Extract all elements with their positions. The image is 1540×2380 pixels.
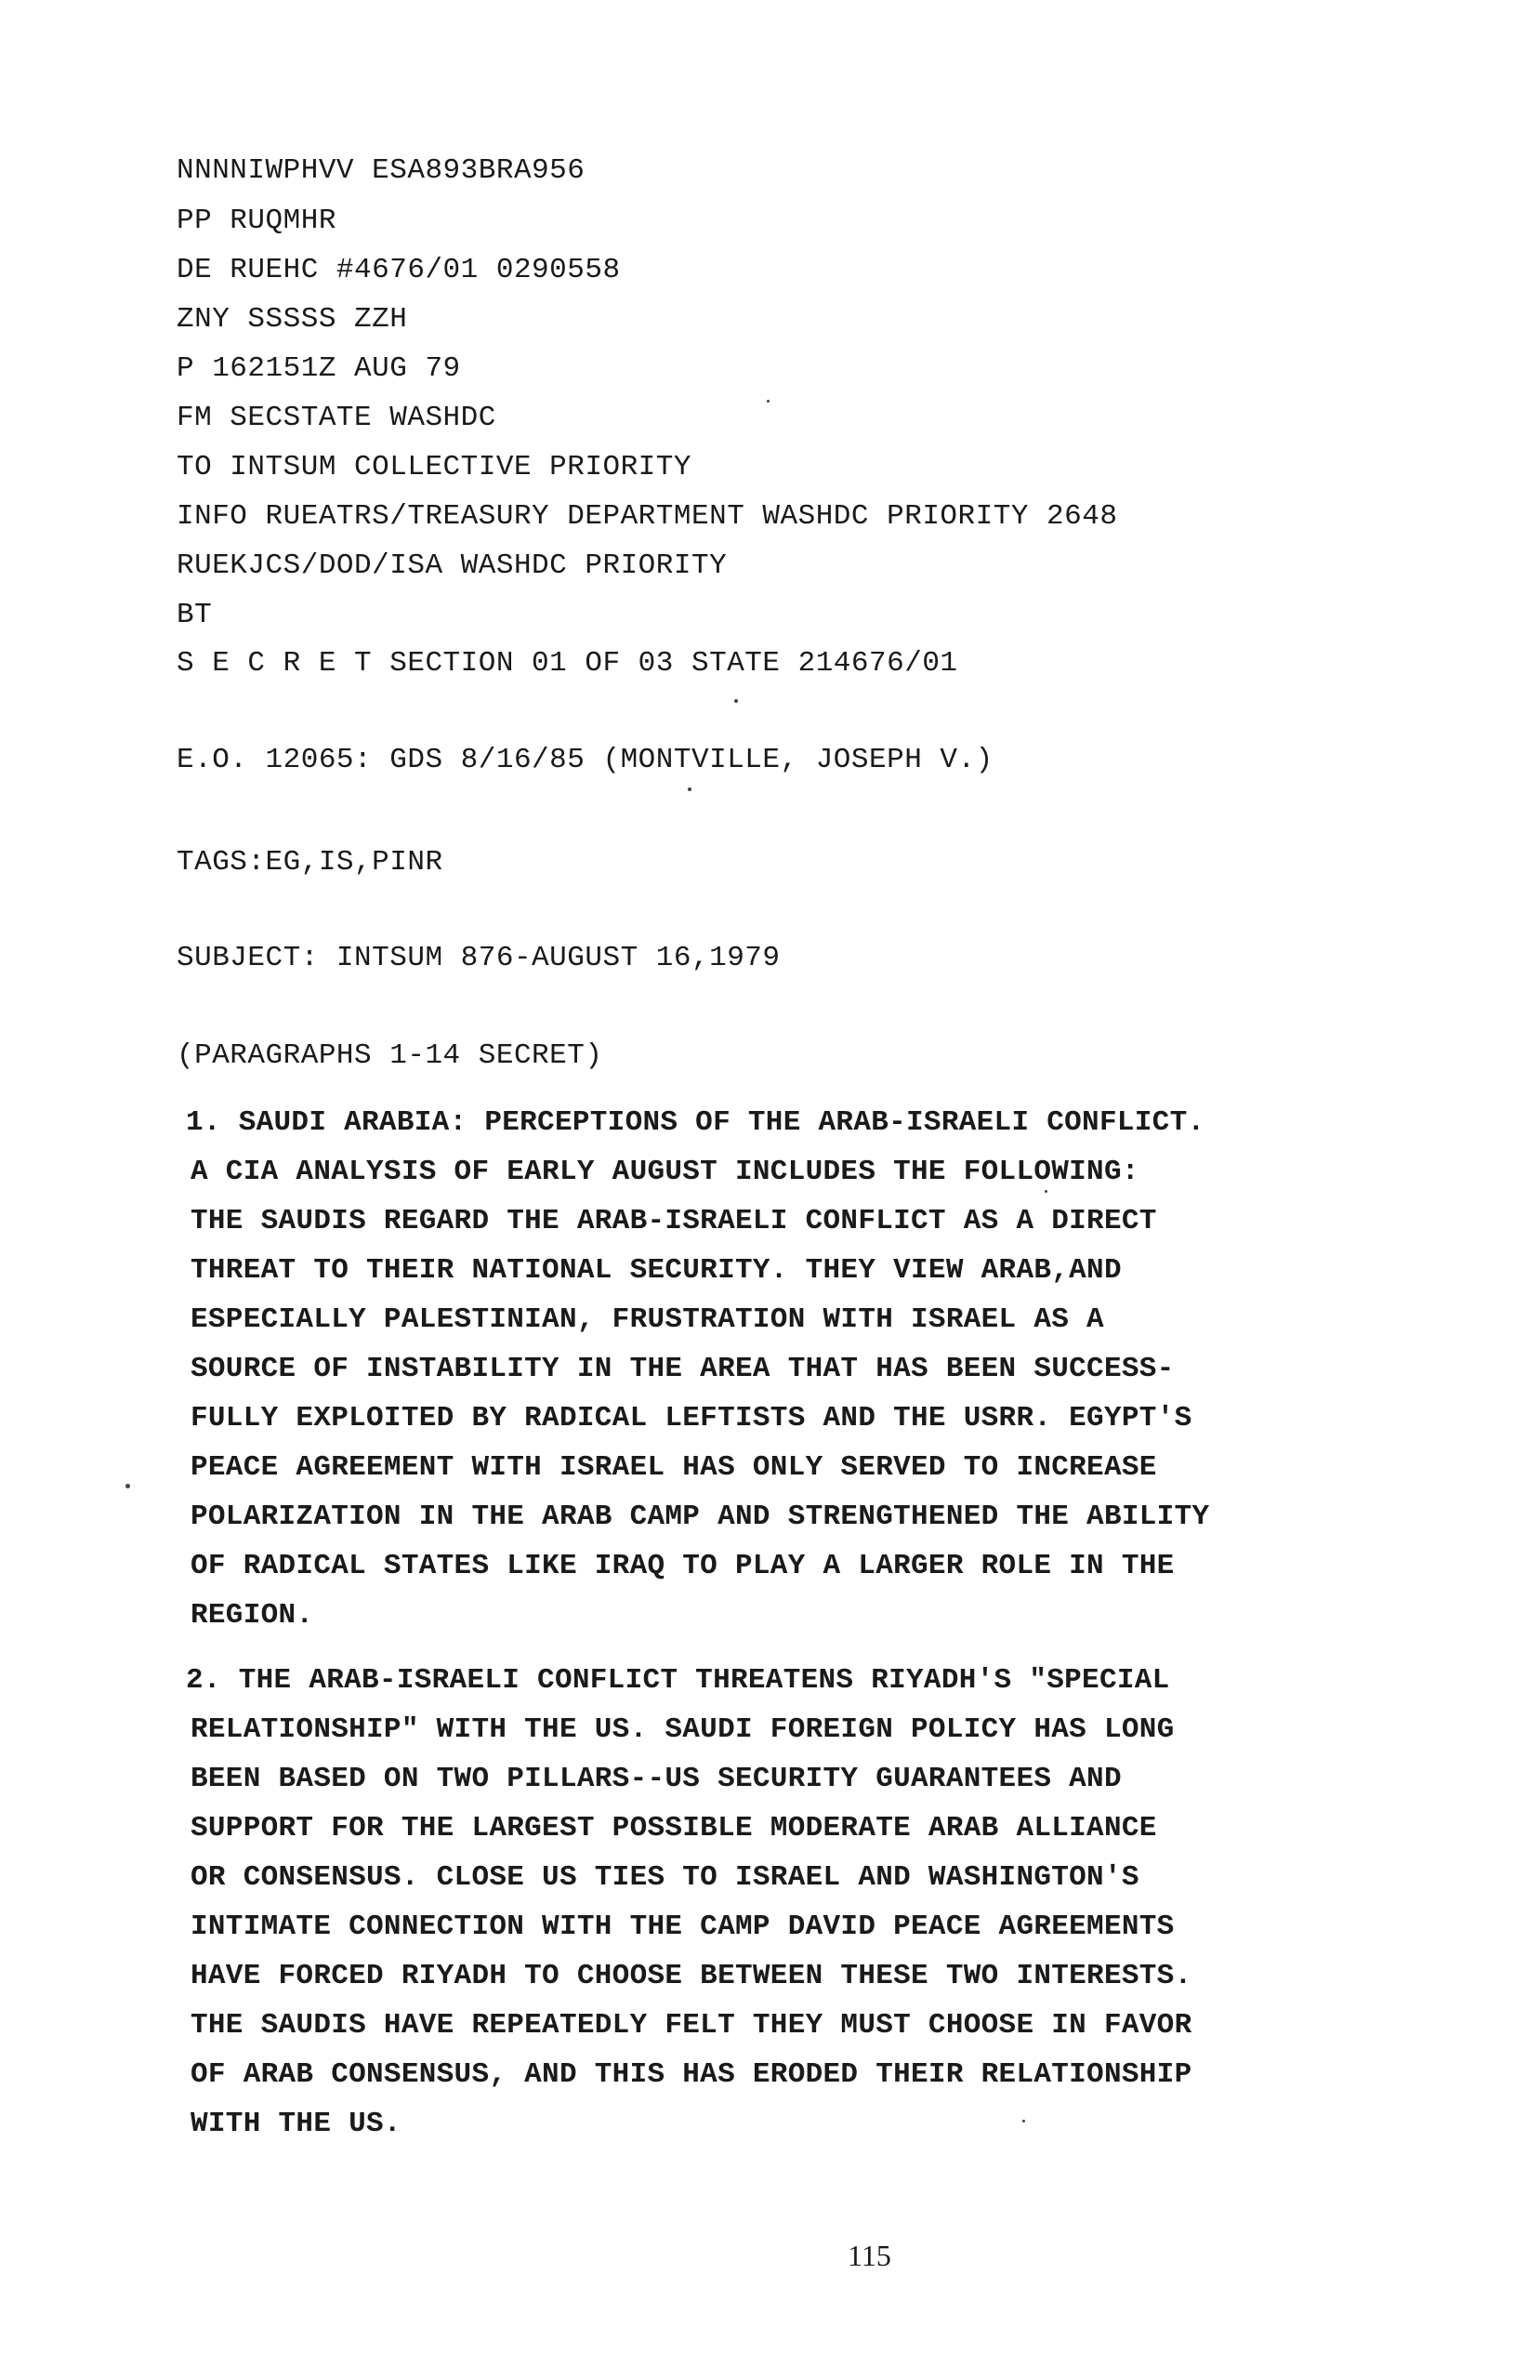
paragraph-1-line: 1. SAUDI ARABIA: PERCEPTIONS OF THE ARAB-ISRAELI CONFLICT.: [186, 1106, 1205, 1139]
header-line-section: S E C R E T SECTION 01 OF 03 STATE 214676/01: [177, 647, 958, 680]
classification-line: (PARAGRAPHS 1-14 SECRET): [177, 1039, 603, 1072]
header-line-routing: NNNNIWPHVV ESA893BRA956: [177, 154, 586, 187]
paragraph-1-line: OF RADICAL STATES LIKE IRAQ TO PLAY A LARGER ROLE IN THE: [191, 1550, 1175, 1582]
paragraph-2-line: HAVE FORCED RIYADH TO CHOOSE BETWEEN THESE TWO INTERESTS.: [191, 1960, 1192, 1992]
paragraph-2-line: SUPPORT FOR THE LARGEST POSSIBLE MODERATE ARAB ALLIANCE: [191, 1812, 1157, 1844]
paragraph-2-line: THE SAUDIS HAVE REPEATEDLY FELT THEY MUST CHOOSE IN FAVOR: [191, 2009, 1192, 2042]
paragraph-2-line: INTIMATE CONNECTION WITH THE CAMP DAVID PEACE AGREEMENTS: [191, 1911, 1175, 1943]
scan-speck: [767, 400, 770, 403]
header-line-classification-code: ZNY SSSSS ZZH: [177, 303, 408, 336]
paragraph-1-line: THREAT TO THEIR NATIONAL SECURITY. THEY VIEW ARAB,AND: [191, 1254, 1122, 1287]
paragraph-1-line: A CIA ANALYSIS OF EARLY AUGUST INCLUDES THE FOLLOWING:: [191, 1156, 1139, 1188]
paragraph-2-line: OF ARAB CONSENSUS, AND THIS HAS ERODED THEIR RELATIONSHIP: [191, 2058, 1192, 2091]
scan-speck: [1022, 2120, 1025, 2122]
tags-line: TAGS:EG,IS,PINR: [177, 846, 443, 879]
paragraph-2-line: BEEN BASED ON TWO PILLARS--US SECURITY GUARANTEES AND: [191, 1763, 1122, 1795]
scan-speck: [688, 787, 691, 791]
header-line-datetime: P 162151Z AUG 79: [177, 352, 461, 385]
header-line-from: FM SECSTATE WASHDC: [177, 402, 496, 434]
paragraph-2-line: OR CONSENSUS. CLOSE US TIES TO ISRAEL AND WASHINGTON'S: [191, 1861, 1139, 1894]
scan-speck: [734, 699, 738, 703]
subject-line: SUBJECT: INTSUM 876-AUGUST 16,1979: [177, 942, 781, 974]
header-line-originator: DE RUEHC #4676/01 0290558: [177, 254, 621, 286]
paragraph-1-line: PEACE AGREEMENT WITH ISRAEL HAS ONLY SERVED TO INCREASE: [191, 1451, 1157, 1484]
header-line-to: TO INTSUM COLLECTIVE PRIORITY: [177, 451, 691, 483]
header-line-info: INFO RUEATRS/TREASURY DEPARTMENT WASHDC PRIORITY 2648: [177, 500, 1118, 533]
paragraph-2-line: RELATIONSHIP" WITH THE US. SAUDI FOREIGN POLICY HAS LONG: [191, 1713, 1175, 1746]
paragraph-2-line: WITH THE US.: [191, 2108, 401, 2140]
paragraph-1-line: POLARIZATION IN THE ARAB CAMP AND STRENGTHENED THE ABILITY: [191, 1501, 1210, 1533]
paragraph-1-line: SOURCE OF INSTABILITY IN THE AREA THAT HAS BEEN SUCCESS-: [191, 1353, 1175, 1385]
scan-speck: [1045, 1190, 1047, 1193]
paragraph-1-line: ESPECIALLY PALESTINIAN, FRUSTRATION WITH ISRAEL AS A: [191, 1303, 1104, 1336]
paragraph-1-line: REGION.: [191, 1599, 314, 1632]
scan-speck: [125, 1484, 130, 1488]
paragraph-2-line: 2. THE ARAB-ISRAELI CONFLICT THREATENS RIYADH'S "SPECIAL: [186, 1664, 1170, 1697]
header-line-bt: BT: [177, 599, 213, 631]
page-number: 115: [848, 2239, 891, 2272]
eo-line: E.O. 12065: GDS 8/16/85 (MONTVILLE, JOSEPH V.): [177, 744, 994, 776]
header-line-precedence: PP RUQMHR: [177, 205, 336, 237]
header-line-info-2: RUEKJCS/DOD/ISA WASHDC PRIORITY: [177, 549, 728, 582]
paragraph-1-line: FULLY EXPLOITED BY RADICAL LEFTISTS AND THE USRR. EGYPT'S: [191, 1402, 1192, 1435]
paragraph-1-line: THE SAUDIS REGARD THE ARAB-ISRAELI CONFLICT AS A DIRECT: [191, 1205, 1157, 1237]
